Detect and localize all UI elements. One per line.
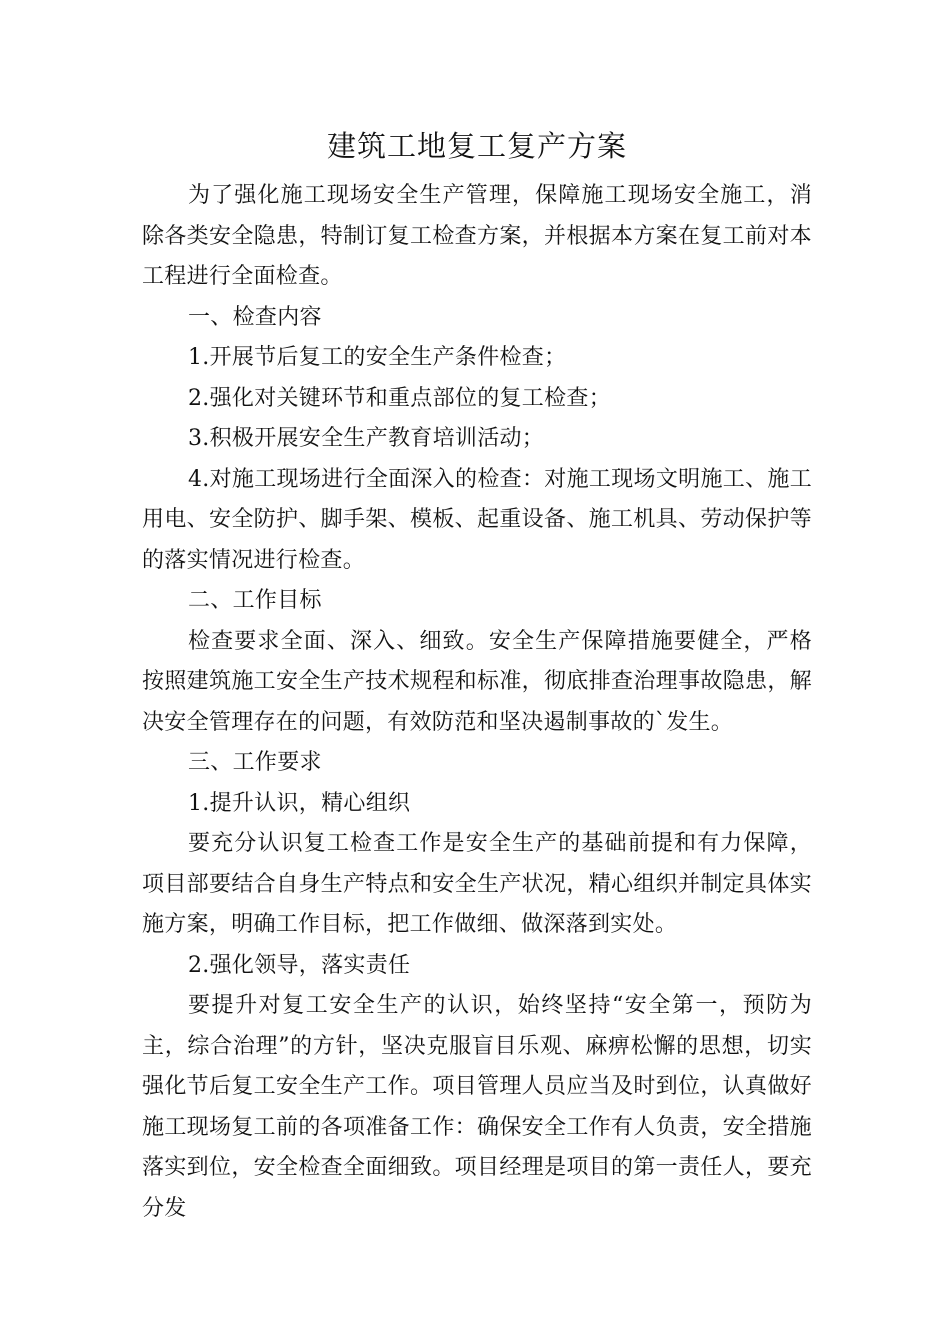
list-item: 3.积极开展安全生产教育培训活动； [188, 426, 545, 451]
subsection-heading: 2.强化领导，落实责任 [188, 952, 411, 978]
list-item: 1.开展节后复工的安全生产条件检查； [188, 345, 567, 370]
document-title: 建筑工地复工复产方案 [326, 129, 627, 163]
body-paragraph: 要提升对复工安全生产的认识，始终坚持“安全第一，预防为主，综合治理”的方针，坚决克服盲目乐观、麻痹松懈的思想，切实强化节后复工安全生产工作。项目管理人员应当及时到位，认真做好施工现场复工前的各项准备工作：确保安全工作有人负责，安全措施落实到位，安全检查全面细致。项目经理是项目的第一责任人，要充分发 [142, 993, 812, 1221]
section-heading-work-requirements: 三、工作要求 [188, 750, 322, 775]
section-heading-work-goals: 二、工作目标 [188, 588, 322, 613]
section-heading-inspection-content: 一、检查内容 [188, 304, 322, 330]
subsection-heading: 1.提升认识，精心组织 [188, 790, 411, 816]
document-page [142, 124, 812, 1229]
intro-paragraph: 为了强化施工现场安全生产管理，保障施工现场安全施工，消除各类安全隐患，特制订复工检查方案，并根据本方案在复工前对本工程进行全面检查。 [142, 183, 812, 289]
list-item: 4.对施工现场进行全面深入的检查：对施工现场文明施工、施工用电、安全防护、脚手架、模板、起重设备、施工机具、劳动保护等的落实情况进行检查。 [142, 466, 812, 573]
body-paragraph: 要充分认识复工检查工作是安全生产的基础前提和有力保障，项目部要结合自身生产特点和安全生产状况，精心组织并制定具体实施方案，明确工作目标，把工作做细、做深落到实处。 [142, 831, 812, 937]
list-item: 2.强化对关键环节和重点部位的复工检查； [188, 385, 611, 411]
body-paragraph: 检查要求全面、深入、细致。安全生产保障措施要健全，严格按照建筑施工安全生产技术规程和标准，彻底排查治理事故隐患，解决安全管理存在的问题，有效防范和坚决遏制事故的`发生。 [142, 628, 812, 735]
